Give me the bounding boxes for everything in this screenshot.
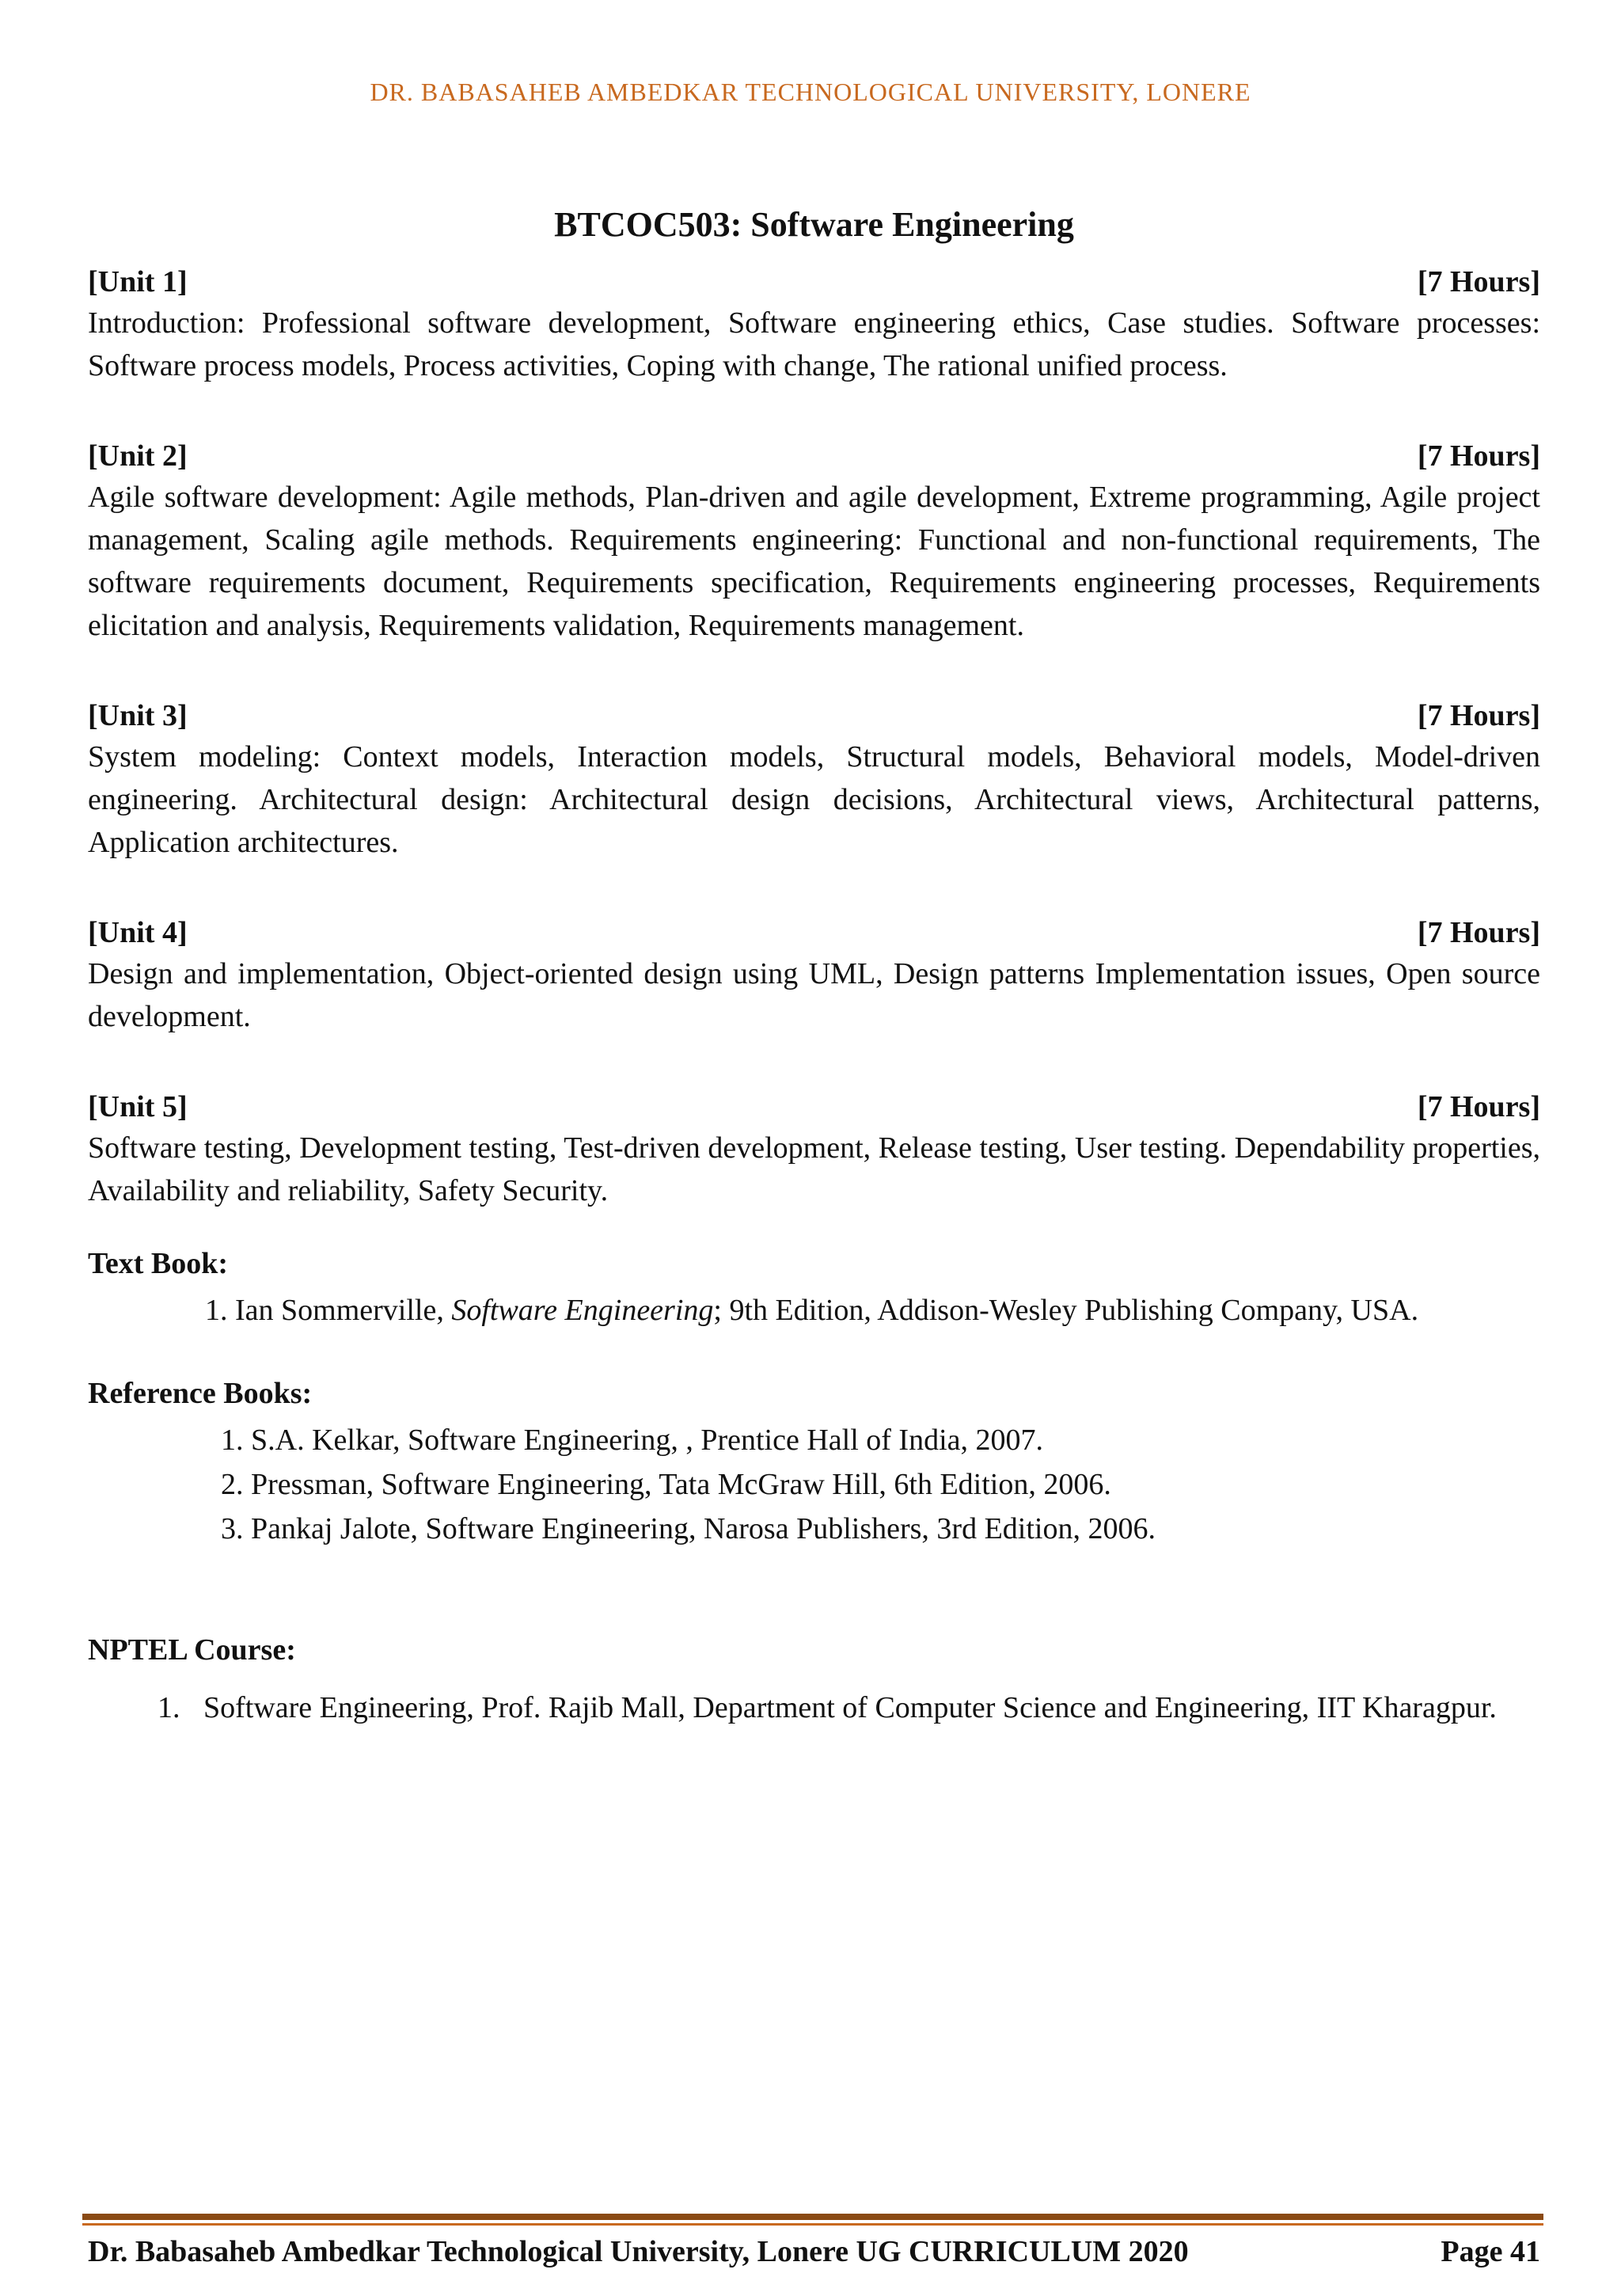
unit-description: Software testing, Development testing, Test-driven development, Release testing, User testing. Dependability properties, Availability and reliability, Safety Security.: [88, 1131, 1540, 1207]
unit-description: Agile software development: Agile methods, Plan-driven and agile development, Extreme programming, Agile project management, Scaling agile methods. Requirements engineering: Functional and non-functional requirements, The software requirements document, Requirements specification, Requirements engineering processes, Requirements elicitation and analysis, Requirements validation, Requirements management.: [88, 481, 1540, 642]
reference-books-heading: Reference Books:: [88, 1377, 313, 1410]
unit-hours: [7 Hours]: [1417, 439, 1540, 473]
text-book-list: [88, 1288, 1540, 1332]
nptel-section: [88, 1630, 1540, 1730]
text-book-section: [88, 1244, 1540, 1332]
unit-header: [88, 436, 1540, 476]
unit-header: [88, 262, 1540, 302]
unit-label: [Unit 3]: [88, 699, 188, 732]
page-number: Page 41: [1441, 2235, 1540, 2268]
unit-2: [88, 436, 1540, 647]
unit-header: [88, 913, 1540, 952]
unit-description: System modeling: Context models, Interaction models, Structural models, Behavioral models, Model-driven engineering. Architectural design: Architectural design decisions, Architectural views, Architectural patterns, Application architectures.: [88, 740, 1540, 859]
unit-4: [88, 913, 1540, 1038]
list-item: 1. Software Engineering, Prof. Rajib Mall, Department of Computer Science and Engineering, IIT Kharagpur.: [188, 1686, 1540, 1730]
nptel-heading: NPTEL Course:: [88, 1633, 296, 1667]
unit-hours: [7 Hours]: [1417, 265, 1540, 298]
unit-label: [Unit 2]: [88, 439, 188, 473]
page-content: [88, 204, 1540, 1771]
text-book-details: ; 9th Edition, Addison-Wesley Publishing Company, USA.: [713, 1294, 1419, 1327]
unit-hours: [7 Hours]: [1417, 916, 1540, 949]
unit-3: [88, 696, 1540, 864]
list-item: 2. Pressman, Software Engineering, Tata McGraw Hill, 6th Edition, 2006.: [251, 1462, 1540, 1507]
reference-books-section: [88, 1374, 1540, 1551]
unit-header: [88, 1087, 1540, 1127]
list-item: 3. Pankaj Jalote, Software Engineering, Narosa Publishers, 3rd Edition, 2006.: [251, 1507, 1540, 1551]
unit-description: Design and implementation, Object-oriented design using UML, Design patterns Implementation issues, Open source development.: [88, 957, 1540, 1033]
footer-divider: [82, 2214, 1543, 2220]
unit-hours: [7 Hours]: [1417, 1090, 1540, 1123]
text-book-heading: Text Book:: [88, 1247, 229, 1280]
unit-label: [Unit 4]: [88, 916, 188, 949]
footer-divider-accent: [82, 2223, 1543, 2226]
page-footer: [88, 2234, 1540, 2269]
reference-books-list: [88, 1418, 1540, 1551]
list-item: [235, 1288, 1540, 1332]
unit-description: Introduction: Professional software development, Software engineering ethics, Case studies. Software processes: Software process models, Process activities, Coping with change, The rational unified process.: [88, 306, 1540, 382]
course-title: BTCOC503: Software Engineering: [554, 205, 1074, 244]
list-item: 1. S.A. Kelkar, Software Engineering, , Prentice Hall of India, 2007.: [251, 1418, 1540, 1462]
unit-header: [88, 696, 1540, 736]
nptel-list: [88, 1686, 1540, 1730]
text-book-author: Ian Sommerville,: [235, 1294, 452, 1327]
unit-label: [Unit 5]: [88, 1090, 188, 1123]
text-book-title: Software Engineering: [451, 1294, 714, 1327]
unit-1: [88, 262, 1540, 387]
unit-5: [88, 1087, 1540, 1212]
footer-university: Dr. Babasaheb Ambedkar Technological University, Lonere UG CURRICULUM 2020: [88, 2235, 1189, 2268]
unit-hours: [7 Hours]: [1417, 699, 1540, 732]
running-header: DR. BABASAHEB AMBEDKAR TECHNOLOGICAL UNIVERSITY, LONERE: [370, 78, 1251, 106]
unit-label: [Unit 1]: [88, 265, 188, 298]
